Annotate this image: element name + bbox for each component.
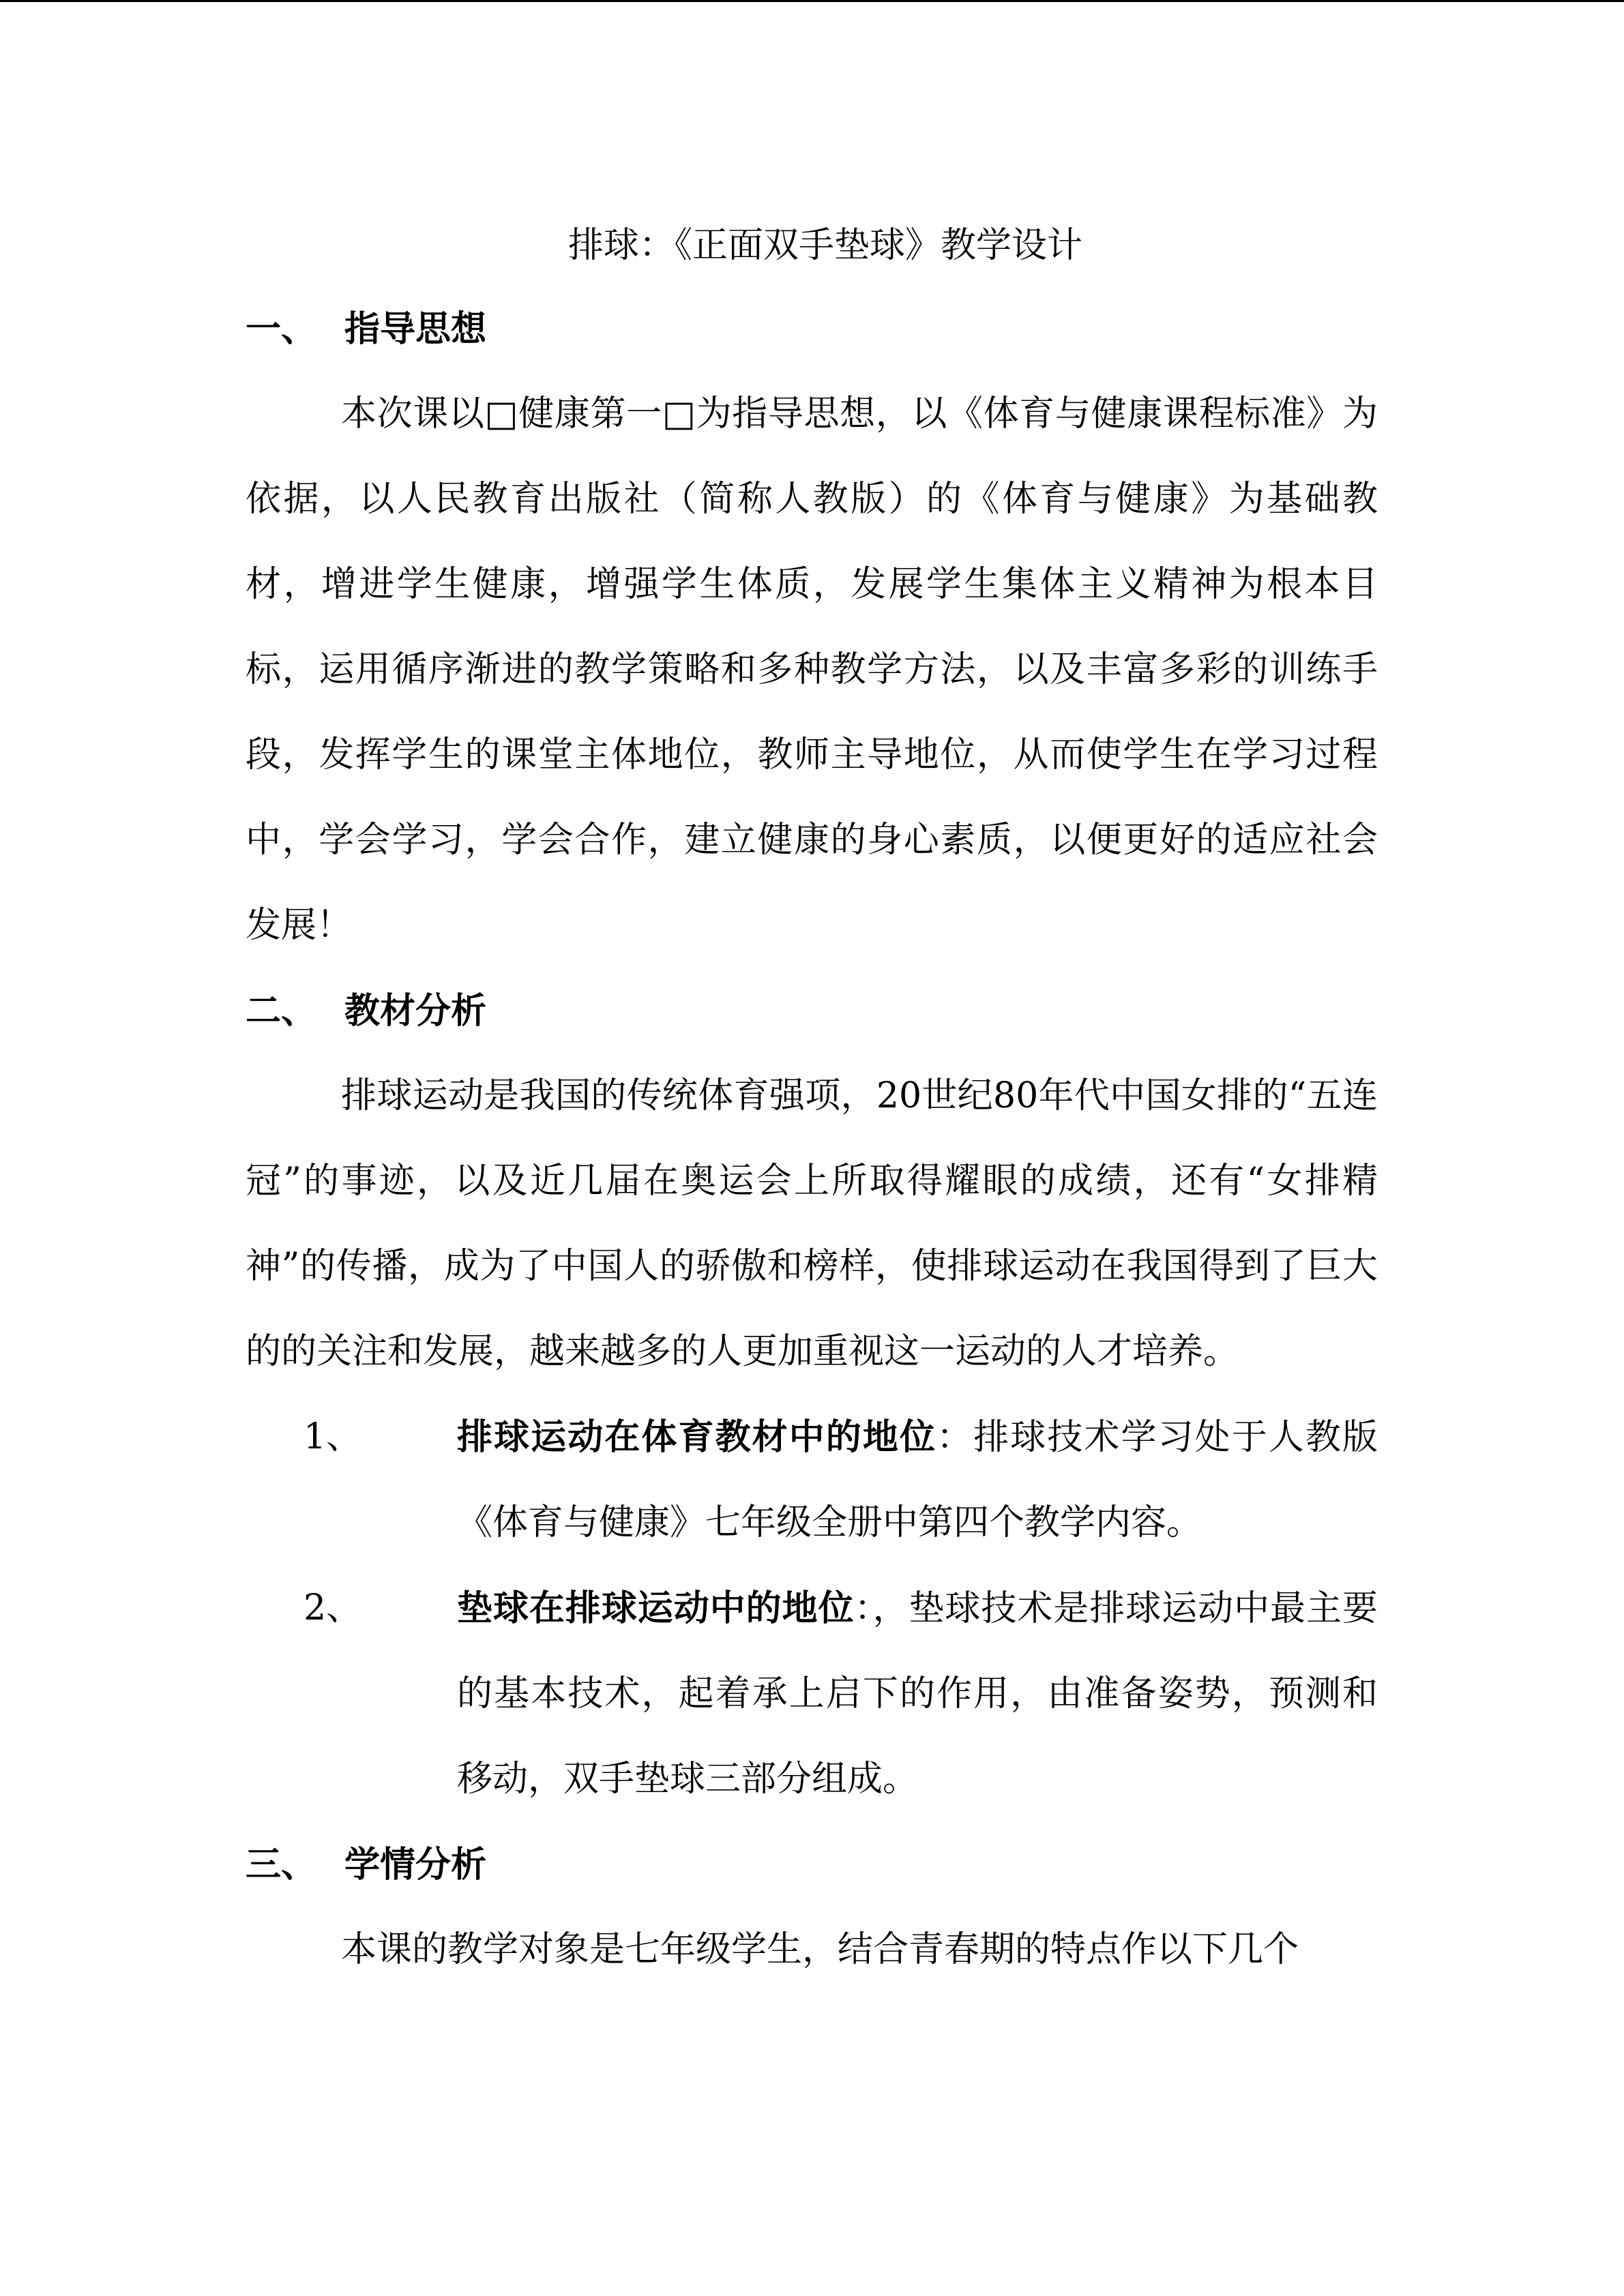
section-heading-student-analysis bbox=[246, 1822, 1378, 1907]
section-paragraph-student-analysis: 本课的教学对象是七年级学生，结合青春期的特点作以下几个 bbox=[341, 1929, 1299, 1970]
section-heading-textbook-analysis bbox=[246, 968, 1378, 1054]
section-title: 指导思想 bbox=[344, 308, 487, 350]
list-item-text: ：排球技术学习处于人教版《体育与健康》七年级全册中第四个教学内容。 bbox=[457, 1417, 1378, 1543]
list-marker: 2、 bbox=[304, 1587, 362, 1628]
section-title: 学情分析 bbox=[344, 1844, 487, 1885]
list-item-lead: 垫球在排球运动中的地位 bbox=[457, 1587, 855, 1629]
section-paragraph-textbook-analysis: 排球运动是我国的传统体育强项，20世纪80年代中国女排的“五连冠”的事迹，以及近几届在奥运会上所取得耀眼的成绩，还有“女排精神”的传播，成为了中国人的骄傲和榜样，使排球运动在我国得到了巨大的的关注和发展，越来越多的人更加重视这一运动的人才培养。 bbox=[246, 1075, 1378, 1372]
list-item-text: ：，垫球技术是排球运动中最主要的基本技术，起着承上启下的作用，由准备姿势，预测和移动，双手垫球三部分组成。 bbox=[457, 1588, 1378, 1800]
section-number: 二、 bbox=[246, 990, 317, 1032]
section-number: 三、 bbox=[246, 1844, 317, 1885]
section-number: 一、 bbox=[246, 308, 317, 350]
section-title: 教材分析 bbox=[344, 990, 487, 1032]
top-border-line bbox=[0, 0, 1624, 2]
document-page bbox=[246, 205, 1378, 1993]
list-marker: 1、 bbox=[304, 1416, 362, 1457]
list-item-lead: 排球运动在体育教材中的地位 bbox=[457, 1416, 937, 1458]
document-title: 排球：《正面双手垫球》教学设计 bbox=[567, 225, 1082, 266]
section-paragraph-guiding-ideology: 本次课以□健康第一□为指导思想，以《体育与健康课程标准》为依据，以人民教育出版社（简称人教版）的《体育与健康》为基础教材，增进学生健康，增强学生体质，发展学生集体主义精神为根本目标，运用循序渐进的教学策略和多种教学方法，以及丰富多彩的训练手段，发挥学生的课堂主体地位，教师主导地位，从而使学生在学习过程中，学会学习，学会合作，建立健康的身心素质，以便更好的适应社会发展！ bbox=[246, 393, 1378, 946]
list-item-volleyball-status bbox=[246, 1395, 1378, 1566]
section-heading-guiding-ideology bbox=[246, 286, 1378, 372]
list-item-passing-status bbox=[246, 1566, 1378, 1822]
